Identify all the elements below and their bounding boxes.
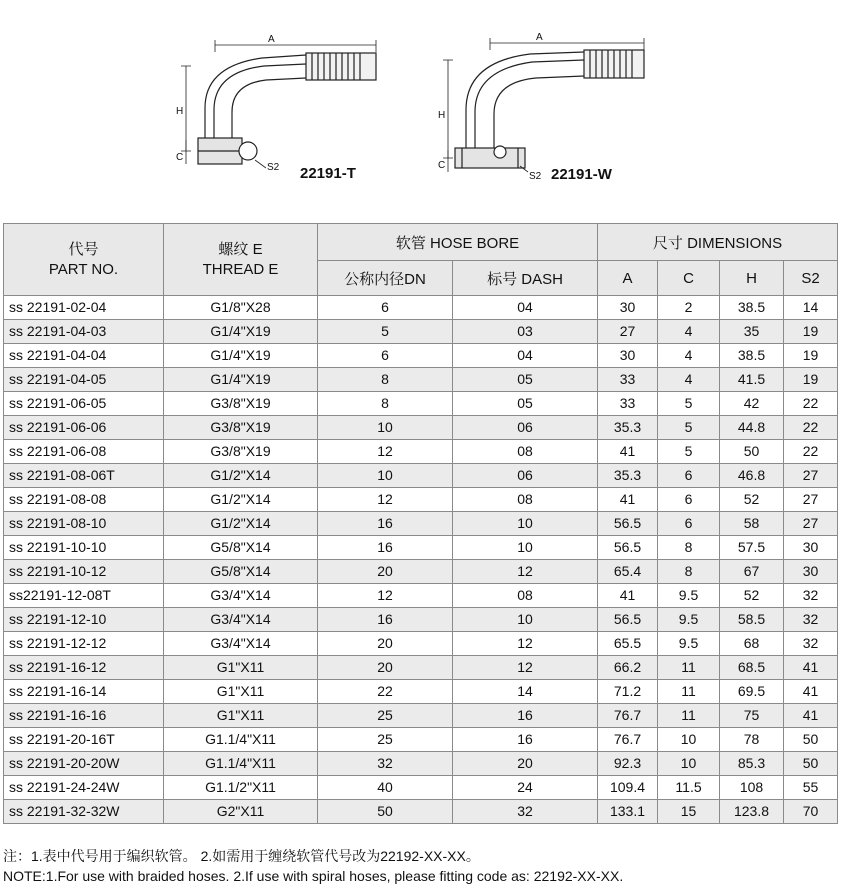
- cell-a: 35.3: [598, 416, 658, 440]
- cell-a: 66.2: [598, 656, 658, 680]
- cell-dash: 24: [453, 776, 598, 800]
- cell-dash: 08: [453, 440, 598, 464]
- cell-dash: 14: [453, 680, 598, 704]
- cell-a: 27: [598, 320, 658, 344]
- dim-s2-label-w: S2: [529, 171, 542, 182]
- table-body: [4, 296, 838, 824]
- cell-c: 10: [658, 728, 720, 752]
- cell-dn: 10: [318, 416, 453, 440]
- table-row: [4, 704, 838, 728]
- cell-h: 67: [720, 560, 784, 584]
- cell-part: ss 22191-10-10: [4, 536, 164, 560]
- cell-c: 9.5: [658, 584, 720, 608]
- cell-a: 33: [598, 392, 658, 416]
- cell-a: 41: [598, 584, 658, 608]
- table-row: [4, 416, 838, 440]
- cell-a: 41: [598, 440, 658, 464]
- header-c: C: [658, 261, 720, 296]
- cell-dn: 12: [318, 440, 453, 464]
- cell-h: 78: [720, 728, 784, 752]
- table-row: [4, 776, 838, 800]
- cell-h: 46.8: [720, 464, 784, 488]
- cell-c: 6: [658, 488, 720, 512]
- header-part-en: PART NO.: [48, 260, 119, 278]
- cell-a: 65.5: [598, 632, 658, 656]
- header-part-cn: 代号: [68, 240, 99, 258]
- note-english: NOTE:1.For use with braided hoses. 2.If use with spiral hoses, please fitting code as: 22192-XX-XX.: [3, 868, 624, 884]
- cell-c: 6: [658, 464, 720, 488]
- cell-s2: 22: [784, 416, 838, 440]
- table-row: [4, 560, 838, 584]
- cell-c: 9.5: [658, 608, 720, 632]
- cell-dn: 25: [318, 728, 453, 752]
- cell-h: 58: [720, 512, 784, 536]
- cell-dn: 50: [318, 800, 453, 824]
- cell-s2: 55: [784, 776, 838, 800]
- cell-dn: 16: [318, 536, 453, 560]
- cell-a: 56.5: [598, 536, 658, 560]
- cell-a: 76.7: [598, 728, 658, 752]
- cell-h: 68: [720, 632, 784, 656]
- cell-dash: 10: [453, 536, 598, 560]
- header-hose-bore: 软管 HOSE BORE: [318, 224, 598, 261]
- cell-s2: 41: [784, 680, 838, 704]
- cell-thread: G1/4"X19: [164, 344, 318, 368]
- cell-a: 71.2: [598, 680, 658, 704]
- cell-h: 52: [720, 488, 784, 512]
- table-row: [4, 440, 838, 464]
- dim-c-label-w: C: [438, 160, 446, 171]
- cell-dash: 04: [453, 296, 598, 320]
- cell-c: 8: [658, 536, 720, 560]
- cell-thread: G3/8"X19: [164, 416, 318, 440]
- cell-part: ss 22191-16-16: [4, 704, 164, 728]
- cell-thread: G1/2"X14: [164, 488, 318, 512]
- cell-a: 56.5: [598, 512, 658, 536]
- cell-dash: 20: [453, 752, 598, 776]
- cell-s2: 27: [784, 488, 838, 512]
- cell-s2: 50: [784, 752, 838, 776]
- cell-s2: 50: [784, 728, 838, 752]
- table-row: [4, 680, 838, 704]
- dim-a-label: A: [268, 34, 275, 45]
- cell-c: 11: [658, 704, 720, 728]
- note-chinese: 注：1.表中代号用于编织软管。 2.如需用于缠绕软管代号改为22192-XX-XX。: [3, 848, 480, 864]
- cell-h: 35: [720, 320, 784, 344]
- cell-part: ss 22191-02-04: [4, 296, 164, 320]
- cell-thread: G2"X11: [164, 800, 318, 824]
- cell-part: ss 22191-16-12: [4, 656, 164, 680]
- cell-s2: 32: [784, 584, 838, 608]
- cell-h: 69.5: [720, 680, 784, 704]
- cell-thread: G1/2"X14: [164, 464, 318, 488]
- table-row: [4, 584, 838, 608]
- cell-dn: 20: [318, 656, 453, 680]
- cell-h: 42: [720, 392, 784, 416]
- cell-dash: 10: [453, 512, 598, 536]
- dim-s2-label: S2: [267, 162, 280, 173]
- dimensions-table: [3, 223, 838, 824]
- cell-thread: G1"X11: [164, 704, 318, 728]
- drawing-code-w: 22191-W: [551, 166, 612, 183]
- cell-h: 41.5: [720, 368, 784, 392]
- cell-dash: 06: [453, 416, 598, 440]
- table-row: [4, 656, 838, 680]
- table-row: [4, 320, 838, 344]
- header-h: H: [720, 261, 784, 296]
- cell-thread: G1/4"X19: [164, 320, 318, 344]
- cell-part: ss 22191-24-24W: [4, 776, 164, 800]
- cell-c: 4: [658, 320, 720, 344]
- cell-thread: G1"X11: [164, 680, 318, 704]
- cell-h: 50: [720, 440, 784, 464]
- cell-a: 109.4: [598, 776, 658, 800]
- dim-a-label-w: A: [536, 32, 543, 43]
- cell-c: 5: [658, 416, 720, 440]
- cell-h: 75: [720, 704, 784, 728]
- cell-c: 10: [658, 752, 720, 776]
- table-row: [4, 344, 838, 368]
- header-thread-cn: 螺纹 E: [218, 240, 263, 258]
- cell-a: 30: [598, 344, 658, 368]
- cell-c: 11.5: [658, 776, 720, 800]
- cell-h: 123.8: [720, 800, 784, 824]
- cell-dash: 03: [453, 320, 598, 344]
- cell-h: 38.5: [720, 344, 784, 368]
- cell-thread: G1/8"X28: [164, 296, 318, 320]
- cell-a: 92.3: [598, 752, 658, 776]
- cell-c: 11: [658, 680, 720, 704]
- cell-dash: 08: [453, 584, 598, 608]
- cell-c: 15: [658, 800, 720, 824]
- table-row: [4, 632, 838, 656]
- cell-dash: 05: [453, 392, 598, 416]
- cell-part: ss 22191-12-10: [4, 608, 164, 632]
- cell-s2: 30: [784, 560, 838, 584]
- cell-a: 35.3: [598, 464, 658, 488]
- cell-part: ss 22191-06-08: [4, 440, 164, 464]
- cell-c: 2: [658, 296, 720, 320]
- table-row: [4, 296, 838, 320]
- cell-dash: 04: [453, 344, 598, 368]
- cell-part: ss 22191-10-12: [4, 560, 164, 584]
- table-row: [4, 800, 838, 824]
- cell-thread: G3/4"X14: [164, 632, 318, 656]
- drawing-code-t: 22191-T: [300, 165, 356, 182]
- cell-part: ss 22191-06-05: [4, 392, 164, 416]
- cell-part: ss 22191-08-06T: [4, 464, 164, 488]
- cell-h: 108: [720, 776, 784, 800]
- cell-thread: G1.1/4"X11: [164, 752, 318, 776]
- cell-part: ss 22191-04-04: [4, 344, 164, 368]
- cell-thread: G5/8"X14: [164, 536, 318, 560]
- table-row: [4, 392, 838, 416]
- cell-part: ss 22191-04-05: [4, 368, 164, 392]
- table-row: [4, 512, 838, 536]
- cell-dn: 20: [318, 560, 453, 584]
- cell-h: 58.5: [720, 608, 784, 632]
- dim-h-label: H: [176, 106, 184, 117]
- cell-part: ss 22191-20-16T: [4, 728, 164, 752]
- cell-s2: 22: [784, 440, 838, 464]
- cell-part: ss 22191-16-14: [4, 680, 164, 704]
- cell-part: ss22191-12-08T: [4, 584, 164, 608]
- cell-dn: 8: [318, 392, 453, 416]
- cell-part: ss 22191-08-10: [4, 512, 164, 536]
- cell-c: 5: [658, 440, 720, 464]
- cell-c: 9.5: [658, 632, 720, 656]
- cell-part: ss 22191-04-03: [4, 320, 164, 344]
- cell-a: 33: [598, 368, 658, 392]
- cell-thread: G1/2"X14: [164, 512, 318, 536]
- header-s2: S2: [784, 261, 838, 296]
- cell-c: 4: [658, 344, 720, 368]
- cell-s2: 30: [784, 536, 838, 560]
- cell-a: 41: [598, 488, 658, 512]
- cell-c: 11: [658, 656, 720, 680]
- table-row: [4, 536, 838, 560]
- cell-c: 8: [658, 560, 720, 584]
- cell-part: ss 22191-12-12: [4, 632, 164, 656]
- cell-dash: 16: [453, 728, 598, 752]
- cell-s2: 27: [784, 464, 838, 488]
- dim-h-label-w: H: [438, 110, 446, 121]
- cell-a: 65.4: [598, 560, 658, 584]
- cell-dn: 25: [318, 704, 453, 728]
- cell-s2: 32: [784, 632, 838, 656]
- cell-dash: 12: [453, 560, 598, 584]
- cell-s2: 41: [784, 656, 838, 680]
- cell-part: ss 22191-08-08: [4, 488, 164, 512]
- cell-thread: G1/4"X19: [164, 368, 318, 392]
- cell-dn: 20: [318, 632, 453, 656]
- cell-dn: 22: [318, 680, 453, 704]
- table-row: [4, 728, 838, 752]
- cell-thread: G3/8"X19: [164, 392, 318, 416]
- cell-dn: 12: [318, 488, 453, 512]
- header-part-no: [4, 224, 164, 296]
- cell-s2: 70: [784, 800, 838, 824]
- header-a: A: [598, 261, 658, 296]
- cell-h: 52: [720, 584, 784, 608]
- cell-part: ss 22191-20-20W: [4, 752, 164, 776]
- table-row: [4, 368, 838, 392]
- cell-dn: 32: [318, 752, 453, 776]
- header-dash: 标号 DASH: [453, 261, 598, 296]
- cell-part: ss 22191-32-32W: [4, 800, 164, 824]
- cell-s2: 19: [784, 320, 838, 344]
- cell-part: ss 22191-06-06: [4, 416, 164, 440]
- cell-s2: 19: [784, 344, 838, 368]
- cell-a: 30: [598, 296, 658, 320]
- cell-thread: G3/4"X14: [164, 584, 318, 608]
- cell-thread: G3/8"X19: [164, 440, 318, 464]
- table-row: [4, 488, 838, 512]
- cell-dn: 16: [318, 608, 453, 632]
- cell-dash: 05: [453, 368, 598, 392]
- cell-s2: 22: [784, 392, 838, 416]
- cell-s2: 41: [784, 704, 838, 728]
- cell-a: 56.5: [598, 608, 658, 632]
- cell-dash: 12: [453, 632, 598, 656]
- cell-thread: G1.1/2"X11: [164, 776, 318, 800]
- header-thread-en: THREAD E: [202, 260, 279, 278]
- cell-dn: 8: [318, 368, 453, 392]
- cell-s2: 14: [784, 296, 838, 320]
- dim-c-label: C: [176, 152, 184, 163]
- cell-a: 76.7: [598, 704, 658, 728]
- cell-dn: 10: [318, 464, 453, 488]
- cell-c: 5: [658, 392, 720, 416]
- cell-s2: 32: [784, 608, 838, 632]
- cell-c: 6: [658, 512, 720, 536]
- header-thread: [164, 224, 318, 296]
- cell-s2: 19: [784, 368, 838, 392]
- cell-thread: G1.1/4"X11: [164, 728, 318, 752]
- fitting-drawing-t: [0, 0, 420, 200]
- cell-thread: G1"X11: [164, 656, 318, 680]
- cell-dash: 08: [453, 488, 598, 512]
- table-row: [4, 608, 838, 632]
- technical-drawings: [0, 0, 844, 200]
- cell-dn: 6: [318, 344, 453, 368]
- cell-dn: 6: [318, 296, 453, 320]
- cell-s2: 27: [784, 512, 838, 536]
- cell-dn: 40: [318, 776, 453, 800]
- cell-thread: G3/4"X14: [164, 608, 318, 632]
- cell-h: 57.5: [720, 536, 784, 560]
- cell-dash: 10: [453, 608, 598, 632]
- cell-h: 44.8: [720, 416, 784, 440]
- cell-c: 4: [658, 368, 720, 392]
- cell-thread: G5/8"X14: [164, 560, 318, 584]
- cell-dn: 5: [318, 320, 453, 344]
- cell-a: 133.1: [598, 800, 658, 824]
- table-row: [4, 752, 838, 776]
- table-row: [4, 464, 838, 488]
- cell-dash: 32: [453, 800, 598, 824]
- cell-h: 68.5: [720, 656, 784, 680]
- cell-dn: 16: [318, 512, 453, 536]
- header-dimensions: 尺寸 DIMENSIONS: [598, 224, 838, 261]
- cell-dash: 16: [453, 704, 598, 728]
- cell-dash: 06: [453, 464, 598, 488]
- cell-dash: 12: [453, 656, 598, 680]
- header-dn: 公称内径DN: [318, 261, 453, 296]
- cell-h: 85.3: [720, 752, 784, 776]
- cell-h: 38.5: [720, 296, 784, 320]
- cell-dn: 12: [318, 584, 453, 608]
